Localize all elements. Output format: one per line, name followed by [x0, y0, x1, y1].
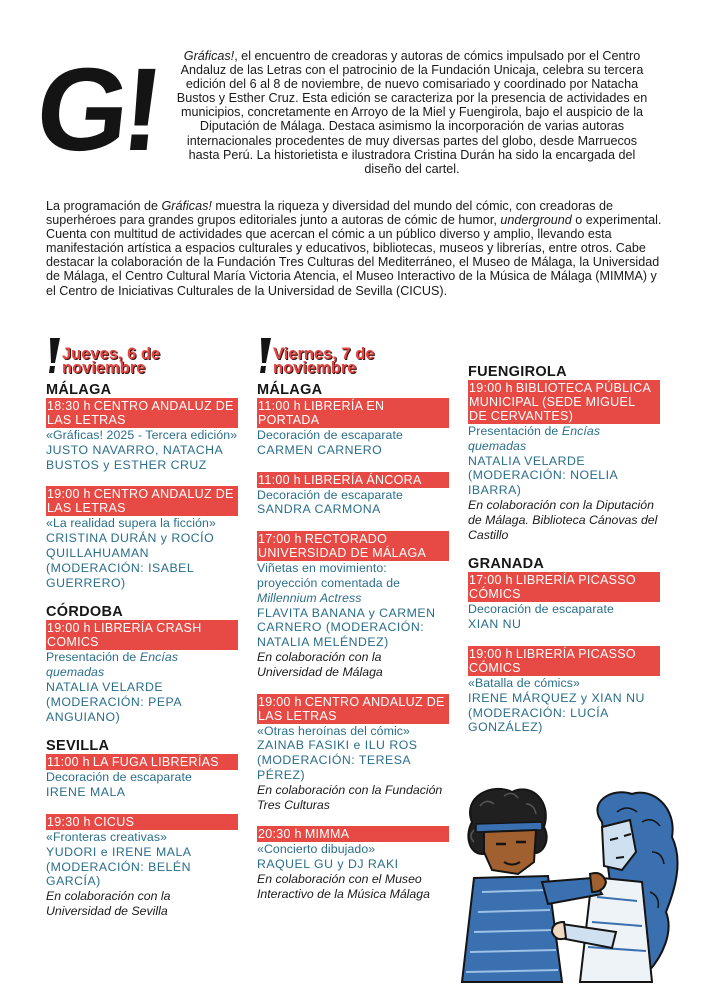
event-description: Decoración de escaparate	[257, 487, 403, 502]
event-description: «Gráficas! 2025 - Tercera edición»	[46, 428, 238, 442]
event-participants: NATALIA VELARDE (MODERACIÓN: NOELIA IBARRA)	[468, 453, 618, 498]
event-description: «Batalla de cómics»	[468, 675, 580, 690]
event-time: 11:00 h	[47, 755, 90, 770]
city-heading: GRANADA	[468, 556, 545, 573]
city-heading: FUENGIROLA	[468, 364, 567, 380]
event-participants: CARMEN CARNERO	[257, 442, 383, 457]
event-venue: LIBRERÍA ÁNCORA	[303, 472, 422, 487]
body-underground: underground	[500, 213, 572, 228]
event-participants: YUDORI e IRENE MALA (MODERACIÓN: BELÉN GARCÍA)	[46, 844, 191, 889]
event	[468, 646, 660, 735]
event-bar	[468, 572, 660, 602]
event-time: 11:00 h	[258, 472, 301, 487]
event	[257, 472, 449, 518]
body-lead: La programación de	[46, 199, 162, 213]
event-bar	[257, 472, 449, 488]
event-collaboration: En colaboración con el Museo Interactivo de la Música Málaga	[257, 871, 430, 901]
event-time: 19:30 h	[47, 814, 91, 829]
event-collaboration: En colaboración con la Universidad de Sevilla	[46, 889, 171, 918]
event-venue: RECTORADO UNIVERSIDAD DE MÁLAGA	[258, 532, 427, 561]
event-time: 19:00 h	[47, 621, 91, 636]
event-time: 18:30 h	[47, 399, 91, 413]
event-time: 17:00 h	[469, 573, 513, 588]
event	[46, 754, 238, 800]
logo-lettering: G!	[30, 44, 164, 176]
intro-paragraph	[172, 49, 652, 176]
event-desc-pre: Viñetas en movimiento: proyección comentada de	[257, 561, 401, 590]
column-thursday	[46, 338, 238, 933]
event	[257, 694, 449, 813]
event-time: 11:00 h	[258, 399, 301, 413]
city-heading: CÓRDOBA	[46, 604, 124, 621]
event-bar	[468, 380, 660, 424]
day-heading	[257, 338, 449, 382]
comic-characters-illustration	[452, 782, 684, 982]
event-venue: LA FUGA LIBRERÍAS	[92, 755, 219, 770]
event-bar	[257, 694, 449, 724]
event-time: 19:00 h	[258, 694, 302, 709]
event-bar	[257, 531, 449, 561]
event-description	[46, 650, 238, 680]
event-collaboration: En colaboración con la Fundación Tres Culturas	[257, 782, 443, 812]
event-description: «La realidad supera la ficción»	[46, 516, 216, 531]
event	[46, 814, 238, 919]
column-friday	[257, 338, 449, 916]
event-description: Decoración de escaparate	[46, 770, 192, 785]
event-description: Decoración de escaparate	[468, 602, 614, 617]
event	[257, 531, 449, 679]
event-participants: FLAVITA BANANA y CARMEN CARNERO (MODERACIÓN: NATALIA MELÉNDEZ)	[257, 605, 436, 650]
intro-text: , el encuentro de creadoras y autoras de cómics impulsado por el Centro Andaluz de las Letras con el patrocinio de la Fundación Unicaja, celebra su tercera edición del 6 al 8 de noviembre, de nuevo comisariado y coordinado por Natacha Bustos y Esther Cruz. Esta edición se caracteriza por la presencia de actividades en municipios, concretamente en Arroyo de la Miel y Fuengirola, bajo el auspicio de la Diputación de Málaga. Destaca asimismo la incorporación de varias autoras internacionales procedentes de muy diversas partes del globo, desde Marruecos hasta Perú. La historietista e ilustradora Cristina Durán ha sido la encargada del diseño del cartel.	[176, 49, 648, 176]
event-desc-title: Encías quemadas	[468, 424, 601, 453]
event	[257, 826, 449, 901]
event-bar	[257, 826, 449, 842]
event-participants: JUSTO NAVARRO, NATACHA BUSTOS y ESTHER CRUZ	[46, 442, 223, 472]
event-participants: IRENE MALA	[46, 785, 126, 800]
event-bar	[257, 398, 449, 428]
city-heading: SEVILLA	[46, 738, 110, 755]
event	[257, 398, 449, 458]
event-description: «Fronteras creativas»	[46, 829, 168, 844]
event-desc-pre: Presentación de	[46, 650, 140, 665]
body-brand: Gráficas!	[161, 199, 212, 213]
event-participants: RAQUEL GU y DJ RAKI	[257, 857, 399, 872]
event-venue: BIBLIOTECA PÚBLICA MUNICIPAL (SEDE MIGUEL DE CERVANTES)	[469, 381, 651, 423]
event-bar	[46, 398, 238, 428]
exclamation-icon	[257, 338, 271, 374]
event-time: 19:00 h	[469, 381, 513, 395]
body-part1: muestra la riqueza y diversidad del mundo del cómic, con creadoras de superhéroes para grandes grupos editoriales junto a autoras de cómic de humor,	[46, 199, 614, 228]
intro-brand: Gráficas!	[183, 49, 235, 63]
event-venue: CENTRO ANDALUZ DE LAS LETRAS	[47, 399, 234, 427]
event-description	[257, 561, 449, 605]
event-bar	[46, 754, 238, 770]
event-participants: XIAN NU	[468, 617, 522, 632]
event-bar	[46, 620, 238, 650]
event	[46, 486, 238, 590]
day-title: Viernes, 7 de noviembre	[273, 345, 375, 377]
event-collaboration: En colaboración con la Diputación de Málaga. Biblioteca Cánovas del Castillo	[468, 497, 658, 542]
graficas-logo	[30, 44, 164, 176]
event	[46, 620, 238, 724]
event-time: 17:00 h	[258, 532, 302, 547]
event-desc-title: Encías quemadas	[46, 650, 179, 680]
event-venue: LIBRERÍA PICASSO CÓMICS	[469, 573, 636, 602]
city-heading: MÁLAGA	[257, 382, 323, 398]
day-heading	[46, 338, 238, 382]
event-venue: LIBRERÍA CRASH COMICS	[47, 621, 202, 650]
event-time: 19:00 h	[469, 646, 513, 661]
event-venue: LIBRERÍA EN PORTADA	[258, 399, 385, 427]
event-venue: CENTRO ANDALUZ DE LAS LETRAS	[258, 694, 445, 723]
event	[468, 380, 660, 542]
event-time: 20:30 h	[258, 827, 302, 842]
event-venue: MIMMA	[304, 827, 350, 842]
event-collaboration: En colaboración con la Universidad de Málaga	[257, 649, 383, 679]
event-venue: CENTRO ANDALUZ DE LAS LETRAS	[47, 487, 234, 516]
event-bar	[46, 486, 238, 516]
column-municipalities	[468, 364, 660, 749]
event-desc-title: Millennium Actress	[257, 590, 362, 605]
event-participants: SANDRA CARMONA	[257, 502, 381, 517]
day-title: Jueves, 6 de noviembre	[62, 345, 161, 377]
event-venue: CICUS	[93, 814, 135, 829]
exclamation-icon	[46, 338, 60, 374]
event-participants: CRISTINA DURÁN y ROCÍO QUILLAHUAMAN (MODERACIÓN: ISABEL GUERRERO)	[46, 531, 215, 590]
event-venue: LIBRERÍA PICASSO CÓMICS	[469, 646, 636, 675]
city-heading: MÁLAGA	[46, 382, 112, 398]
event	[46, 398, 238, 472]
event-description	[468, 424, 660, 454]
event-bar	[468, 646, 660, 676]
event-desc-pre: Presentación de	[468, 424, 562, 438]
event	[468, 572, 660, 632]
event-description: «Otras heroínas del cómic»	[257, 723, 410, 738]
event-participants: IRENE MÁRQUEZ y XIAN NU (MODERACIÓN: LUCÍA GONZÁLEZ)	[468, 690, 645, 735]
event-time: 19:00 h	[47, 487, 91, 502]
event-participants: NATALIA VELARDE (MODERACIÓN: PEPA ANGUIANO)	[46, 679, 182, 724]
event-bar	[46, 814, 238, 830]
event-participants: ZAINAB FASIKI e ILU ROS (MODERACIÓN: TERESA PÉREZ)	[257, 738, 418, 782]
event-description: Decoración de escaparate	[257, 428, 403, 442]
program-paragraph	[46, 199, 664, 298]
event-description: «Concierto dibujado»	[257, 842, 376, 857]
body-part2: o experimental. Cuenta con multitud de actividades que acercan el cómic a un público diverso y amplio, llevando esta manifestación artística a espacios culturales y educativos, bibliotecas, museos y librerías, entre otros. Cabe destacar la colaboración de la Fundación Tres Culturas del Mediterráneo, el Museo de Málaga, la Universidad de Málaga, el Centro Cultural María Victoria Atencia, el Museo Interactivo de la Música de Málaga (MIMMA) y el Centro de Iniciativas Culturales de la Universidad de Sevilla (CICUS).	[46, 213, 662, 298]
